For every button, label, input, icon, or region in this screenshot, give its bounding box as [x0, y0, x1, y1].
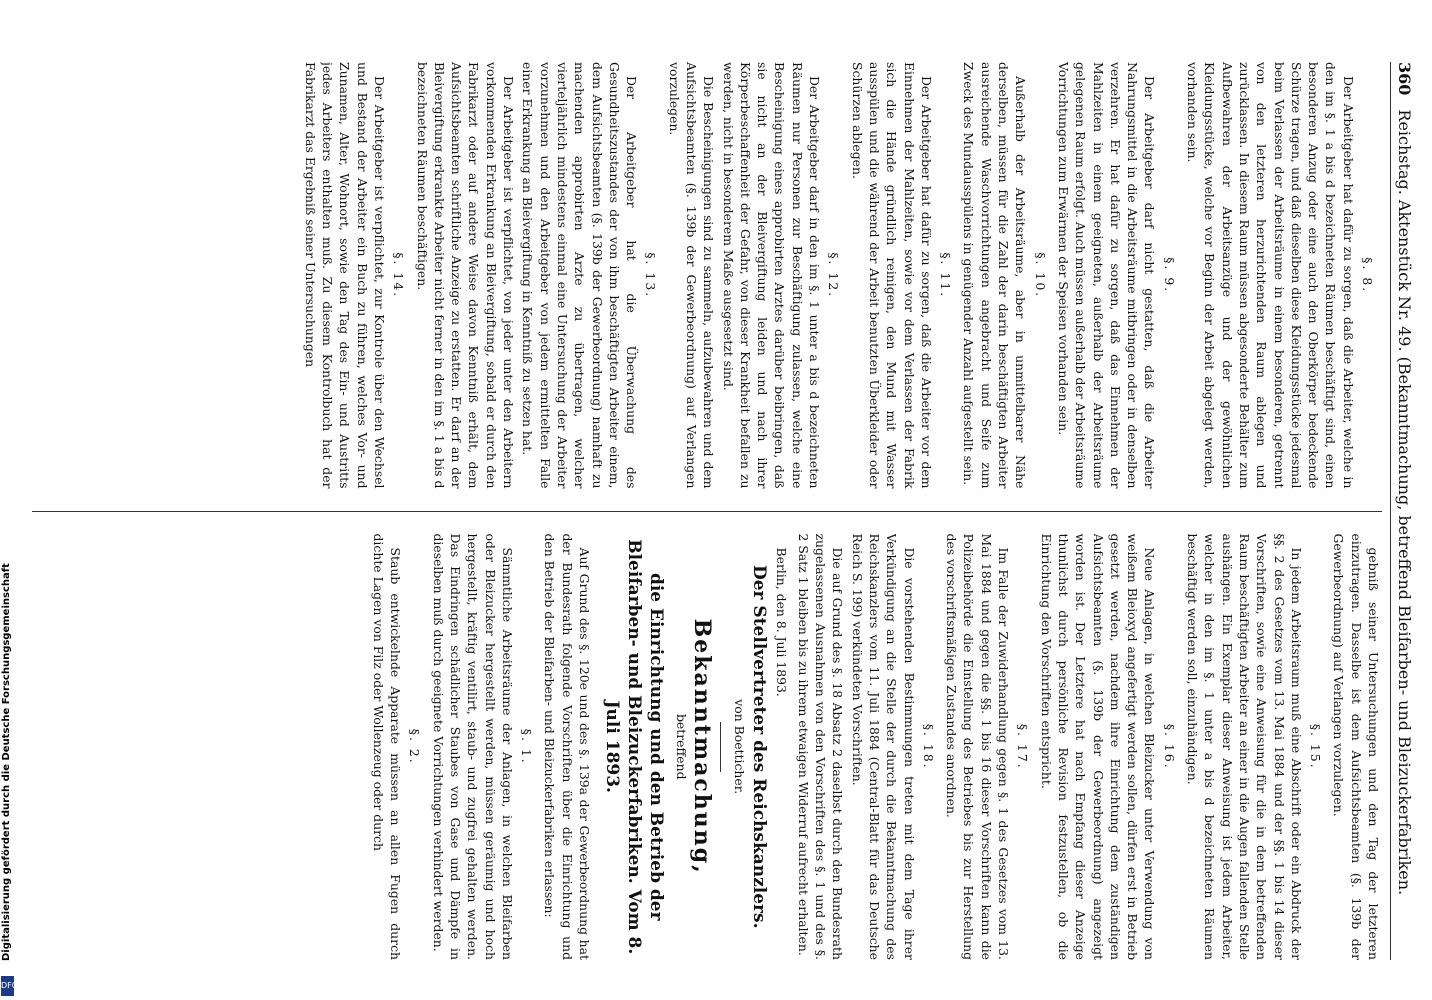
paragraph: Der Arbeitgeber hat die Überwachung des Gesundheitszustandes der von ihm beschäftigten Arbeiter einem, dem Aufsichtsbeamten (§. 139b der Gewerbeordnung) namhaft zu machenden approbirten Arzte zu übertragen, welcher vierteljährlich mindestens einmal eine Untersuchung der Arbeiter vorzunehmen und den Arbeitgeber von jedem ermittelten Falle einer Erkrankung an Bleivergiftung in Kenntniß zu setzen hat.	[520, 62, 640, 489]
text-columns	[32, 62, 1382, 960]
paragraph: Auf Grund des §. 120e und des §. 139a der Gewerbeordnung hat der Bundesrath folgende Vorschriften über die Einrichtung und den Betrieb der Bleifarben- und Bleizuckerfabriken erlassen:	[542, 533, 593, 960]
announcement-heading: Bekanntmachung,	[688, 618, 715, 875]
signature-title: Der Stellvertreter des Reichskanzlers.	[749, 564, 770, 929]
section-heading: §. 9.	[1161, 257, 1177, 294]
section-heading: §. 16.	[1161, 723, 1177, 770]
paragraph: Im Falle der Zuwiderhandlung gegen §. 1 des Gesetzes vom 13. Mai 1884 und gegen die §§. 1 bis 16 dieser Vorschriften kann die Polizeibehörde die Einstellung des Betriebes bis zur Herstellung des vorschriftsmäßigen Zustandes anordnen.	[944, 533, 1012, 960]
paragraph: Staub entwickelnde Apparate müssen an allen Fugen durch dichte Lagen von Filz oder Wollenzeug oder durch	[370, 533, 404, 960]
paragraph: Die vorstehenden Bestimmungen treten mit dem Tage ihrer Verkündigung an die Stelle der durch die Bekanntmachung des Reichskanzlers vom 11. Juli 1884 (Central-Blatt für das Deutsche Reich S. 199) verkündeten Vorschriften.	[849, 533, 917, 960]
section-heading: §. 18.	[920, 723, 936, 770]
paragraph: Der Arbeitgeber darf nicht gestatten, daß die Arbeiter Nahrungsmittel in die Arbeitsräume mitbringen oder in denselben verzehren. Er hat dafür zu sorgen, daß das Einnehmen der Mahlzeiten in einem geeigneten, außerhalb der Arbeitsräume gelegenen Raum erfolgt. Auch müssen außerhalb der Arbeitsräume Vorrichtungen zum Erwärmen der Speisen vorhanden sein.	[1055, 62, 1158, 489]
section-heading: §. 14.	[391, 252, 407, 299]
paragraph: Die Bescheinigungen sind zu sammeln, aufzubewahren und dem Aufsichtsbeamten (§. 139b der Gewerbeordnung) auf Verlangen vorzulegen.	[666, 62, 717, 489]
running-title: Reichstag. Aktenstück Nr. 49. (Bekanntmachung, betreffend Bleifarben- und Bleizuckerfabriken.	[1395, 109, 1414, 896]
section-heading: §. 11.	[938, 252, 954, 299]
section-heading: §. 17.	[1015, 723, 1031, 770]
dfg-logo: DFG	[1, 976, 14, 996]
paragraph: Der Arbeitgeber ist verpflichtet, von jeder unter den Arbeitern vorkommenden Erkrankung an Bleivergiftung, sobald er durch den Fabrikarzt oder auf andere Weise davon Kenntniß erhält, dem Aufsichtsbeamten schriftliche Anzeige zu erstatten. Er darf an der Bleivergiftung erkrankte Arbeiter nicht ferner in den im §. 1 a bis d bezeichneten Räumen beschäftigen.	[414, 62, 517, 489]
paragraph: Sämmtliche Arbeitsräume der Anlagen, in welchen Bleifarben oder Bleizucker hergestellt werden, müssen geräumig und hoch hergestellt, kräftig ventilirt, staub- und zugfrei gehalten werden. Das Eindringen schädlicher Staubes von Gase und Dämpfe in dieselben muß durch geeignete Vorrichtungen verhindert werden.	[430, 533, 515, 960]
digitization-sidebar	[0, 0, 16, 1000]
right-column	[32, 534, 1382, 961]
section-heading: §. 13.	[643, 252, 659, 299]
paragraph: gebniß seiner Untersuchungen und den Tag der letzteren einzutragen. Dasselbe ist dem Aufsichtsbeamten (§. 139b der Gewerbeordnung) auf Verlangen vorzulegen.	[1331, 533, 1381, 960]
column-divider	[32, 511, 1382, 512]
announcement-title: die Einrichtung und den Betrieb der Bleifarben- und Bleizuckerfabriken. Vom 8. Juli 1893.	[602, 539, 667, 955]
place-date: Berlin, den 8. Juli 1893.	[774, 547, 790, 697]
paragraph: Die auf Grund des §. 18 Absatz 2 daselbst durch den Bundesrath zugelassenen Ausnahmen von den Vorschriften des §. 1 und des §. 2 Satz 1 bleiben bis zu ihrem etwaigen Widerruf aufrecht erhalten.	[795, 533, 846, 960]
paragraph: In jedem Arbeitsraum muß eine Abschrift oder ein Abdruck der §§. 2 des Gesetzes vom 13. Mai 1884 und der §§. 1 bis 14 dieser Vorschriften, sowie eine Anweisung für die in dem betreffenden Raum beschäftigten Arbeiter an einer in die Augen fallenden Stelle aushängen. Ein Exemplar dieser Anweisung ist jedem Arbeiter, welcher in den im §. 1 unter a bis d bezeichneten Räumen beschäftigt werden soll, einzuhändigen.	[1185, 533, 1304, 960]
page-header	[1390, 62, 1414, 960]
left-column	[32, 62, 1382, 489]
section-heading: §. 15.	[1308, 723, 1324, 770]
section-heading: §. 12.	[826, 252, 842, 299]
paragraph: Der Arbeitgeber hat dafür zu sorgen, daß die Arbeiter, welche in den im §. 1 a bis d bezeichneten Räumen beschäftigt sind, einen besonderen Anzug oder eine auch den Oberkörper bedeckende Schürze tragen, und daß dieselben diese Kleidungsstücke jedesmal beim Verlassen der Arbeitsräume in einem besonderen, getrennt von den letzteren herzurichtenden Raum ablegen und zurücklassen. In diesem Raum müssen abgesonderte Behälter zum Aufbewahren der Arbeitsanzüge und der gewöhnlichen Kleidungsstücke, welche vor Beginn der Arbeit abgelegt werden, vorhanden sein.	[1185, 62, 1356, 489]
signature-line: betreffend	[674, 713, 690, 780]
signature-line: von Boetticher.	[731, 699, 747, 795]
paragraph: Der Arbeitgeber darf in den im §. 1 unter a bis d bezeichneten Räumen nur Personen zur Beschäftigung zulassen, welche eine Bescheinigung eines approbirten Arztes darüber beibringen, daß sie nicht an der Bleivergiftung leiden und nach ihrer Körperbeschaffenheit der Gefahr, von dieser Krankheit befallen zu werden, nicht in besonderem Maße ausgesetzt sind.	[720, 62, 823, 489]
page-number: 360	[1395, 62, 1414, 96]
paragraph: Außerhalb der Arbeitsräume, aber in unmittelbarer Nähe derselben, müssen für die Zahl der darin beschäftigten Arbeiter ausreichende Waschvorrichtungen angebracht und Seife zum Zweck des Mundausspülens in genügender Anzahl aufgestellt sein.	[961, 62, 1029, 489]
section-heading: §. 1.	[519, 728, 535, 765]
dfg-credit-text: Digitalisierung gefördert durch die Deutsche Forschungsgemeinschaft	[1, 563, 12, 961]
separator-rule	[720, 722, 721, 772]
paragraph: Der Arbeitgeber hat dafür zu sorgen, daß die Arbeiter vor dem Einnehmen der Mahlzeiten, sowie vor dem Verlassen der Fabrik sich die Hände gründlich reinigen, den Mund mit Wasser ausspülen und die während der Arbeit benutzten Überkleider oder Schürzen ablegen.	[849, 62, 934, 489]
section-heading: §. 2.	[407, 728, 423, 765]
paragraph: Neue Anlagen, in welchen Bleizucker unter Verwendung von weißem Bleioxyd angefertigt werden sollen, dürfen erst in Betrieb gesetzt werden, nachdem ihre Einrichtung dem zuständigen Aufsichtsbeamten (§. 139b der Gewerbeordnung) angezeigt worden ist. Der Letztere hat nach Empfang dieser Anzeige thunlichst durch persönliche Revision festzustellen, ob die Einrichtung den Vorschriften entspricht.	[1038, 533, 1158, 960]
section-heading: §. 8.	[1360, 257, 1375, 294]
paragraph: Der Arbeitgeber ist verpflichtet, zur Kontrole über den Wechsel und Bestand der Arbeiter ein Buch zu führen, welches Vor- und Zunamen, Alter, Wohnort, sowie den Tag des Ein- und Austritts jedes Arbeiters enthalten muß. Zu diesem Kontrolbuch hat der Fabrikarzt das Ergebniß seiner Untersuchungen	[302, 62, 387, 489]
section-heading: §. 10.	[1032, 252, 1048, 299]
